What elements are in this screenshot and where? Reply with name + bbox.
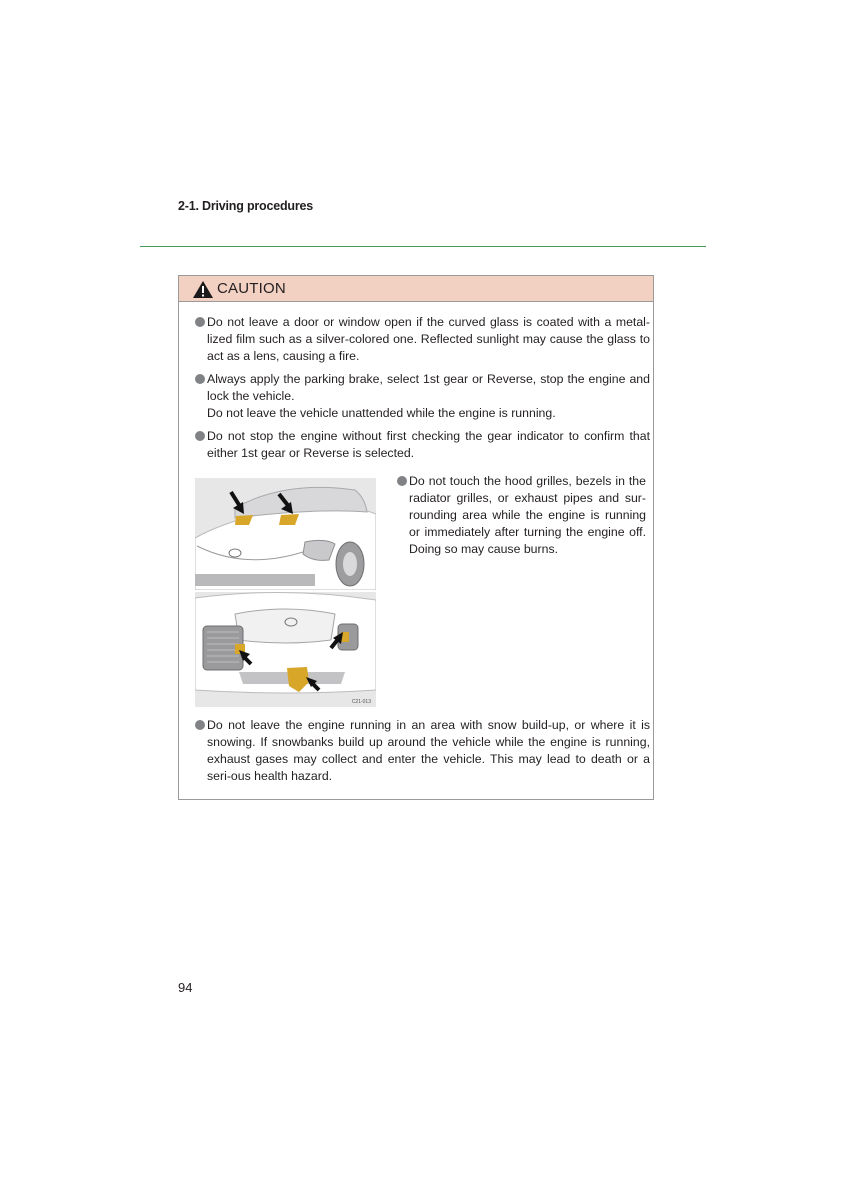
caution-item-text-continued: Do not leave the vehicle unattended while the engine is running. bbox=[207, 406, 556, 420]
caution-label: CAUTION bbox=[217, 280, 286, 297]
caution-box bbox=[178, 275, 654, 800]
bullet-icon bbox=[195, 720, 205, 730]
caution-item-text: Do not leave a door or window open if the curved glass is coated with a metal-lized film such as a silver-colored one. Reflected sunlight may cause the glass to act as a lens, causing a fire. bbox=[207, 315, 650, 363]
warning-triangle-icon bbox=[192, 280, 214, 299]
bullet-icon bbox=[195, 431, 205, 441]
page-number: 94 bbox=[178, 980, 193, 995]
section-title: 2-1. Driving procedures bbox=[178, 199, 314, 213]
car-illustration bbox=[195, 478, 376, 707]
caution-item bbox=[207, 717, 650, 785]
caution-item-text: Do not stop the engine without first checking the gear indicator to confirm that either 1st gear or Reverse is selected. bbox=[207, 429, 650, 460]
caution-item-text: Do not touch the hood grilles, bezels in the radiator grilles, or exhaust pipes and sur-rounding area while the engine is running or immediately after turning the engine off. Doing so may cause burns. bbox=[409, 474, 646, 556]
bullet-icon bbox=[195, 317, 205, 327]
header-rule bbox=[140, 246, 706, 247]
caution-item bbox=[207, 371, 650, 422]
caution-item bbox=[207, 314, 650, 365]
caution-item bbox=[207, 428, 650, 462]
caution-header bbox=[179, 276, 653, 302]
caution-item-text: Always apply the parking brake, select 1st gear or Reverse, stop the engine and lock the vehicle. bbox=[207, 372, 650, 403]
caution-item bbox=[409, 473, 646, 558]
caution-item-text: Do not leave the engine running in an area with snow build-up, or where it is snowing. If snowbanks build up around the vehicle while the engine is running, exhaust gases may collect and enter the vehicle. This may lead to death or a seri-ous health hazard. bbox=[207, 718, 650, 783]
bullet-icon bbox=[195, 374, 205, 384]
illustration-code: C21-013 bbox=[351, 699, 371, 705]
hot-areas-illustration bbox=[195, 478, 376, 707]
bullet-icon bbox=[397, 476, 407, 486]
